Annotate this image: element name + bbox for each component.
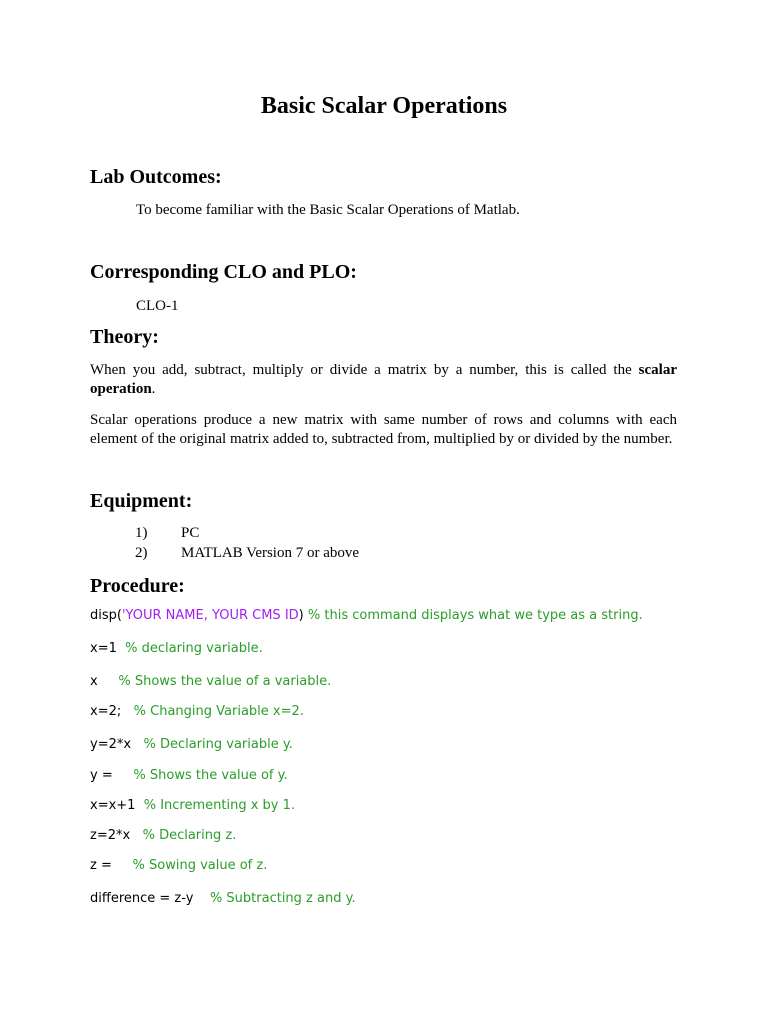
code-line (90, 641, 263, 656)
code-line (90, 768, 288, 783)
code-comment: % Sowing value of z. (132, 858, 268, 873)
lab-outcomes-heading: Lab Outcomes: (90, 166, 222, 188)
page-title: Basic Scalar Operations (260, 93, 508, 119)
code-line (90, 704, 304, 719)
clo-plo-heading: Corresponding CLO and PLO: (90, 261, 357, 283)
procedure-heading: Procedure: (90, 575, 185, 597)
code-line (90, 858, 267, 873)
code-comment: % this command displays what we type as a string. (303, 608, 643, 623)
code-line (90, 737, 293, 752)
code-comment: % Declaring z. (142, 828, 237, 843)
equipment-heading: Equipment: (90, 490, 193, 512)
theory-paragraph-2: Scalar operations produce a new matrix with same number of rows and columns with each element of the original matrix added to, subtracted from, multiplied by or divided by the number. (90, 412, 677, 447)
code-comment: % declaring variable. (125, 641, 263, 656)
theory-p1-text: When you add, subtract, multiply or divide a matrix by a number, this is called the (90, 362, 639, 378)
code-text: x (90, 674, 119, 689)
theory-heading: Theory: (90, 326, 159, 348)
code-text: y=2*x (90, 737, 144, 752)
code-line (90, 891, 356, 906)
equipment-item-label: PC (181, 525, 200, 541)
theory-p1-end: . (151, 381, 156, 397)
code-comment: % Changing Variable x=2. (133, 704, 304, 719)
code-comment: % Subtracting z and y. (209, 891, 356, 906)
code-text: difference = z-y (90, 891, 210, 906)
code-line (90, 828, 236, 843)
code-comment: % Declaring variable y. (143, 737, 293, 752)
code-text: z=2*x (90, 828, 143, 843)
lab-outcomes-text: To become familiar with the Basic Scalar Operations of Matlab. (136, 202, 520, 218)
code-text: y = (90, 768, 134, 783)
code-line (90, 674, 331, 689)
code-text: x=1 (90, 641, 126, 656)
theory-paragraph-1 (90, 361, 677, 399)
code-line-disp (90, 608, 643, 623)
clo-plo-text: CLO-1 (136, 298, 179, 314)
code-line (90, 798, 295, 813)
code-text: disp( (90, 608, 122, 623)
code-comment: % Shows the value of y. (133, 768, 288, 783)
code-text: z = (90, 858, 133, 873)
code-text: ) (298, 608, 304, 623)
code-comment: % Shows the value of a variable. (118, 674, 332, 689)
code-text: x=2; (90, 704, 134, 719)
equipment-item-number: 2) (135, 545, 148, 561)
code-text: x=x+1 (90, 798, 144, 813)
code-string: 'YOUR NAME, YOUR CMS ID (121, 608, 299, 623)
equipment-item-label: MATLAB Version 7 or above (181, 545, 360, 561)
equipment-item-number: 1) (135, 525, 148, 541)
code-comment: % Incrementing x by 1. (143, 798, 296, 813)
theory-p1-bold: scalar operation (90, 362, 677, 397)
